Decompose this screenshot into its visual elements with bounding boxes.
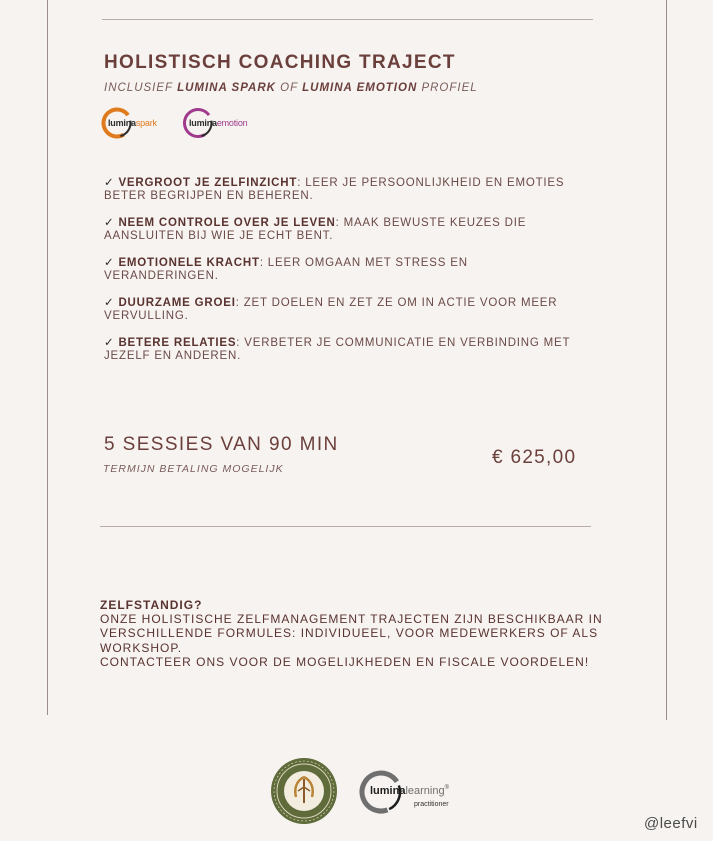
emotion-logo-text — [189, 118, 247, 128]
benefit-text: : LEER OMGAAN MET STRESS EN VERANDERINGEN. — [104, 257, 468, 282]
spark-logo-part2: spark — [135, 118, 157, 128]
practitioner-label: practitioner — [414, 801, 449, 808]
sessions-heading: 5 SESSIES VAN 90 MIN — [104, 434, 339, 455]
practitioner-seal-badge — [270, 757, 338, 825]
lumina-learning-practitioner-logo — [358, 767, 474, 817]
benefit-item — [104, 337, 584, 363]
subtitle — [104, 82, 478, 94]
lumina-spark-logo — [100, 106, 157, 140]
benefit-text: : VERBETER JE COMMUNICATIE EN VERBINDING MET JEZELF EN ANDEREN. — [104, 337, 571, 362]
benefit-item — [104, 257, 584, 283]
registered-mark: ® — [444, 785, 450, 791]
emotion-logo-part2: emotion — [216, 118, 248, 128]
card-left-border — [47, 0, 48, 715]
top-divider — [102, 19, 593, 20]
subtitle-suffix: PROFIEL — [417, 82, 478, 94]
lumina-learning-text — [370, 785, 449, 797]
check-icon: ✓ — [104, 297, 115, 309]
benefit-text: : ZET DOELEN EN ZET ZE OM IN ACTIE VOOR MEER VERVULLING. — [104, 297, 558, 322]
benefit-title: BETERE RELATIES — [118, 337, 237, 349]
subtitle-middle: OF — [275, 82, 303, 94]
emotion-logo-part1: lumina — [189, 118, 217, 128]
subtitle-brand-emotion: LUMINA EMOTION — [302, 82, 418, 94]
page-title: HOLISTISCH COACHING TRAJECT — [104, 52, 456, 73]
zelfstandig-line1: ONZE HOLISTISCHE ZELFMANAGEMENT TRAJECTEN ZIJN BESCHIKBAAR IN VERSCHILLENDE FORMULES: INDIVIDUEEL, VOOR MEDEWERKERS OF ALS WORKSHOP. — [100, 612, 603, 655]
check-icon: ✓ — [104, 177, 115, 189]
benefits-list — [104, 177, 584, 377]
social-handle: @leefvi — [644, 815, 698, 832]
spark-logo-text — [108, 118, 157, 128]
check-icon: ✓ — [104, 217, 115, 229]
zelfstandig-section — [100, 598, 620, 669]
lumina-learning-part1: lumina — [370, 785, 406, 797]
benefit-item — [104, 297, 584, 323]
benefit-text: : LEER JE PERSOONLIJKHEID EN EMOTIES BETER BEGRIJPEN EN BEHEREN. — [104, 177, 565, 202]
benefit-title: VERGROOT JE ZELFINZICHT — [118, 177, 298, 189]
subtitle-brand-spark: LUMINA SPARK — [177, 82, 276, 94]
benefit-text: : MAAK BEWUSTE KEUZES DIE AANSLUITEN BIJ WIE JE ECHT BENT. — [104, 217, 527, 242]
middle-divider — [100, 526, 591, 527]
spark-logo-part1: lumina — [108, 118, 136, 128]
payment-note: TERMIJN BETALING MOGELIJK — [103, 463, 284, 475]
lumina-emotion-logo — [181, 106, 247, 140]
check-icon: ✓ — [104, 337, 115, 349]
subtitle-prefix: INCLUSIEF — [104, 82, 178, 94]
benefit-item — [104, 217, 584, 243]
card-right-border — [666, 0, 667, 720]
zelfstandig-line2: CONTACTEER ONS VOOR DE MOGELIJKHEDEN EN FISCALE VOORDELEN! — [100, 654, 590, 669]
benefit-item — [104, 177, 584, 203]
lumina-learning-part2: learning — [405, 785, 445, 797]
check-icon: ✓ — [104, 257, 115, 269]
benefit-title: DUURZAME GROEI — [118, 297, 236, 309]
price: € 625,00 — [492, 447, 577, 468]
zelfstandig-heading: ZELFSTANDIG? — [100, 598, 203, 612]
benefit-title: EMOTIONELE KRACHT — [118, 257, 260, 269]
benefit-title: NEEM CONTROLE OVER JE LEVEN — [118, 217, 336, 229]
